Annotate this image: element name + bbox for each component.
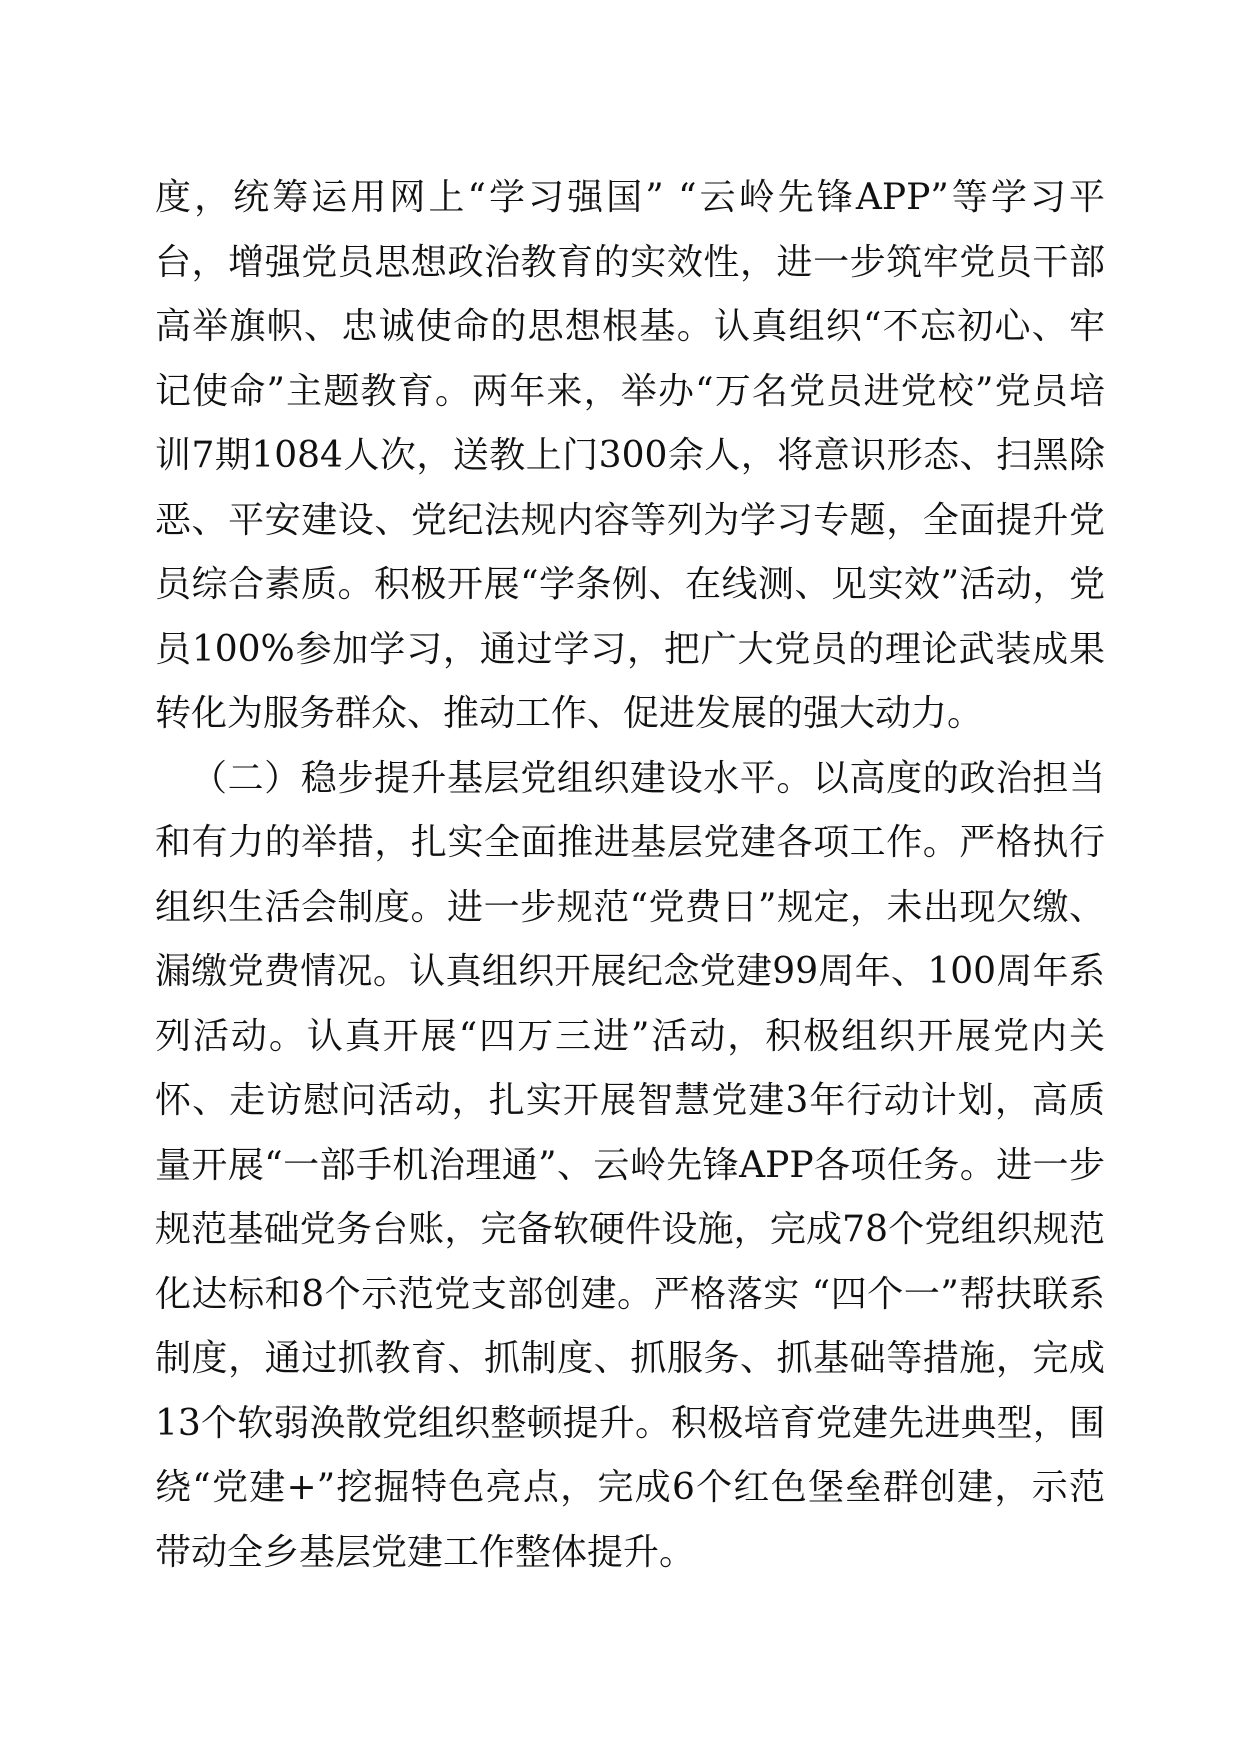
- paragraph-continuation: 度，统筹运用网上“学习强国” “云岭先锋APP”等学习平台，增强党员思想政治教育的实效性，进一步筑牢党员干部高举旗帜、忠诚使命的思想根基。认真组织“不忘初心、牢记使命”主题教育。两年来，举办“万名党员进党校”党员培训7期1084人次，送教上门300余人，将意识形态、扫黑除恶、平安建设、党纪法规内容等列为学习专题，全面提升党员综合素质。积极开展“学条例、在线测、见实效”活动，党员100%参加学习，通过学习，把广大党员的理论武装成果转化为服务群众、推动工作、促进发展的强大动力。: [155, 177, 1105, 734]
- body-text: [155, 166, 1105, 1585]
- paragraph-section-two: （二）稳步提升基层党组织建设水平。以高度的政治担当和有力的举措，扎实全面推进基层党建各项工作。严格执行组织生活会制度。进一步规范“党费日”规定，未出现欠缴、漏缴党费情况。认真组织开展纪念党建99周年、100周年系列活动。认真开展“四万三进”活动，积极组织开展党内关怀、走访慰问活动，扎实开展智慧党建3年行动计划，高质量开展“一部手机治理通”、云岭先锋APP各项任务。进一步规范基础党务台账，完备软硬件设施，完成78个党组织规范化达标和8个示范党支部创建。严格落实 “四个一”帮扶联系制度，通过抓教育、抓制度、抓服务、抓基础等措施，完成13个软弱涣散党组织整顿提升。积极培育党建先进典型，围绕“党建+”挖掘特色亮点，完成6个红色堡垒群创建，示范带动全乡基层党建工作整体提升。: [155, 757, 1105, 1573]
